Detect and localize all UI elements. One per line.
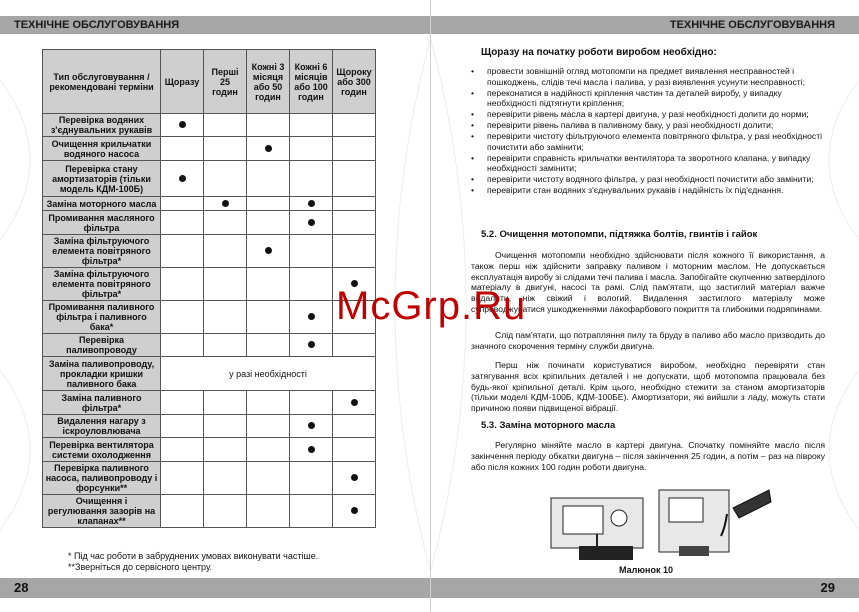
list-item: • перевірити рівень палива в паливному баку, у разі необхідності долити; — [471, 120, 823, 131]
list-item: • перевірити справність крильчатки вентилятора та зворотного клапана, у випадку необхідності замінити; — [471, 153, 823, 174]
table-cell — [247, 268, 290, 301]
table-cell — [333, 415, 376, 438]
table-cell — [333, 161, 376, 197]
oil-change-illustration — [549, 484, 775, 566]
table-cell — [204, 334, 247, 357]
schedule-dot-icon — [222, 200, 229, 207]
list-item: • переконатися в надійності кріплення частин та деталей виробу, у випадку необхідності підтягнути кріплення; — [471, 88, 823, 109]
table-cell — [204, 301, 247, 334]
table-cell — [290, 462, 333, 495]
table-cell — [204, 114, 247, 137]
table-cell — [204, 415, 247, 438]
table-cell — [247, 137, 290, 161]
table-cell — [161, 462, 204, 495]
table-cell — [290, 438, 333, 462]
table-cell — [204, 211, 247, 235]
table-header-col-1: Перші 25 годин — [204, 50, 247, 114]
table-cell — [247, 495, 290, 528]
table-cell — [161, 495, 204, 528]
table-row-span-note: у разі необхідності — [161, 357, 376, 391]
section-5-2-title: 5.2. Очищення мотопомпи, підтяжка болтів, гвинтів і гайок — [481, 229, 758, 240]
table-cell — [333, 462, 376, 495]
table-row-task: Промивання паливного фільтра і паливного бака* — [43, 301, 161, 334]
figure-caption: Малюнок 10 — [619, 565, 673, 575]
table-body — [43, 114, 376, 528]
table-header-col-4: Щороку або 300 годин — [333, 50, 376, 114]
table-row — [43, 438, 376, 462]
table-cell — [290, 114, 333, 137]
table-row — [43, 235, 376, 268]
table-cell — [161, 391, 204, 415]
section-5-3-paragraph: Регулярно міняйте масло в картері двигуна. Спочатку поміняйте масло після закінчення періоду обкатки двигуна – після закінчення 25 годин, а потім – раз на півроку або після кожних 100 годин роботи двигуна. — [471, 440, 825, 472]
table-cell — [290, 137, 333, 161]
table-cell — [204, 137, 247, 161]
table-row-task: Перевірка вентилятора системи охолодження — [43, 438, 161, 462]
schedule-dot-icon — [265, 247, 272, 254]
table-row-task: Очищення і регулювання зазорів на клапанах** — [43, 495, 161, 528]
right-header-band: ТЕХНІЧНЕ ОБСЛУГОВУВАННЯ — [431, 16, 859, 34]
table-row — [43, 391, 376, 415]
table-cell — [247, 391, 290, 415]
table-row — [43, 211, 376, 235]
table-cell — [333, 137, 376, 161]
schedule-dot-icon — [308, 422, 315, 429]
schedule-dot-icon — [179, 175, 186, 182]
table-cell — [204, 268, 247, 301]
table-row-task: Заміна паливопроводу, прокладки кришки паливного бака — [43, 357, 161, 391]
table-cell — [247, 415, 290, 438]
table-cell — [247, 334, 290, 357]
table-cell — [161, 301, 204, 334]
table-row — [43, 137, 376, 161]
table-cell — [290, 334, 333, 357]
table-row-task: Промивання масляного фільтра — [43, 211, 161, 235]
table-cell — [161, 197, 204, 211]
table-row-task: Очищення крильчатки водяного насоса — [43, 137, 161, 161]
table-cell — [161, 438, 204, 462]
table-row — [43, 268, 376, 301]
table-cell — [204, 197, 247, 211]
table-row-task: Перевірка стану амортизаторів (тільки модель КДМ-100Б) — [43, 161, 161, 197]
daily-check-list — [471, 66, 823, 196]
table-row — [43, 161, 376, 197]
right-page-number: 29 — [431, 578, 859, 598]
schedule-dot-icon — [179, 121, 186, 128]
table-row-task: Заміна фільтруючого елемента повітряного фільтра* — [43, 268, 161, 301]
table-cell — [333, 235, 376, 268]
list-item: • перевірити стан водяних з'єднувальних рукавів і надійність їх під'єднання. — [471, 185, 823, 196]
table-cell — [333, 391, 376, 415]
maintenance-schedule-table — [42, 49, 376, 528]
table-cell — [290, 235, 333, 268]
table-cell — [290, 495, 333, 528]
table-row — [43, 495, 376, 528]
daily-check-title: Щоразу на початку роботи виробом необхідно: — [481, 47, 717, 58]
table-cell — [247, 161, 290, 197]
table-row — [43, 415, 376, 438]
schedule-dot-icon — [308, 219, 315, 226]
table-cell — [333, 211, 376, 235]
section-5-2-paragraph-1: Очищення мотопомпи необхідно здійснювати після кожного її використання, а також перш ніж здійснити заправку паливом і моторним маслом. Не допускається експлуатація виробу зі слідами течі палива і масла. Запобігайте скупченню затверділого матеріалу в двигуні, насосі та рамі. Слід пам'ятати, що застиглий матеріал важче видалити, ніж свіжий і вологий. Видалення застиглого матеріалу може супроводжуватися ушкодженнями лакофарбового покриття та глибокими подряпинами. — [471, 250, 825, 314]
note-2: **Зверніться до сервісного центру. — [68, 562, 213, 572]
schedule-dot-icon — [351, 474, 358, 481]
schedule-dot-icon — [308, 446, 315, 453]
section-5-2-paragraph-2: Слід пам'ятати, що потрапляння пилу та бруду в паливо або масло призводить до значного скорочення терміну служби двигуна. — [471, 330, 825, 351]
left-page-number: 28 — [0, 578, 430, 598]
table-cell — [204, 495, 247, 528]
left-header-band: ТЕХНІЧНЕ ОБСЛУГОВУВАННЯ — [0, 16, 430, 34]
table-header-col-0: Щоразу — [161, 50, 204, 114]
schedule-dot-icon — [265, 145, 272, 152]
table-cell — [333, 495, 376, 528]
table-cell — [161, 268, 204, 301]
table-header-task: Тип обслуговування / рекомендовані терміни — [43, 50, 161, 114]
table-cell — [290, 161, 333, 197]
list-item: • провести зовнішній огляд мотопомпи на предмет виявлення несправностей і пошкоджень, слідів течі масла і палива, у разі виявлення усунути несправності; — [471, 66, 823, 87]
table-cell — [204, 161, 247, 197]
table-cell — [247, 462, 290, 495]
table-cell — [161, 114, 204, 137]
table-cell — [161, 235, 204, 268]
table-row-task: Перевірка водяних з'єднувальних рукавів — [43, 114, 161, 137]
table-row — [43, 462, 376, 495]
section-5-2-paragraph-3: Перш ніж починати користуватися виробом, необхідно перевіряти стан затягування всіх кріпильних деталей і не допускати, щоб мотопомпа працювала без будь-якої кріпильної деталі. Крім цього, необхідно стежити за станом амортизаторів (тільки моделі КДМ-100Б, КДМ-100БЕ). Амортизатори, які вийшли з ладу, можуть стати причиною появи підвищеної вібрації. — [471, 360, 825, 414]
table-cell — [333, 334, 376, 357]
table-cell — [333, 438, 376, 462]
table-row — [43, 114, 376, 137]
schedule-dot-icon — [308, 200, 315, 207]
table-row-task: Видалення нагару з іскроуловлювача — [43, 415, 161, 438]
table-row — [43, 197, 376, 211]
list-item: • перевірити рівень масла в картері двигуна, у разі необхідності долити до норми; — [471, 109, 823, 120]
table-cell — [247, 197, 290, 211]
table-cell — [161, 334, 204, 357]
table-cell — [161, 161, 204, 197]
list-item: • перевірити чистоту водяного фільтра, у разі необхідності почистити або замінити; — [471, 174, 823, 185]
table-row — [43, 301, 376, 334]
schedule-dot-icon — [308, 313, 315, 320]
table-cell — [204, 462, 247, 495]
table-cell — [204, 235, 247, 268]
engine-drain-drawing — [551, 498, 643, 560]
schedule-dot-icon — [351, 399, 358, 406]
table-cell — [161, 211, 204, 235]
table-cell — [204, 438, 247, 462]
table-row-task: Перевірка паливного насоса, паливопроводу і форсунки** — [43, 462, 161, 495]
table-cell — [333, 114, 376, 137]
table-header-col-2: Кожні 3 місяця або 50 годин — [247, 50, 290, 114]
table-cell — [290, 268, 333, 301]
table-row-task: Перевірка паливопроводу — [43, 334, 161, 357]
table-cell — [161, 137, 204, 161]
table-cell — [290, 301, 333, 334]
table-cell — [290, 391, 333, 415]
table-cell — [247, 301, 290, 334]
list-item: • перевірити чистоту фільтруючого елемента повітряного фільтра, у разі необхідності почистити або замінити; — [471, 131, 823, 152]
table-cell — [247, 235, 290, 268]
table-notes — [68, 551, 318, 573]
table-row-task: Заміна фільтруючого елемента повітряного фільтра* — [43, 235, 161, 268]
table-cell — [247, 438, 290, 462]
table-cell — [161, 415, 204, 438]
table-cell — [247, 211, 290, 235]
table-row-task: Заміна моторного масла — [43, 197, 161, 211]
table-row — [43, 357, 376, 391]
table-row — [43, 334, 376, 357]
table-header-col-3: Кожні 6 місяців або 100 годин — [290, 50, 333, 114]
schedule-dot-icon — [351, 507, 358, 514]
note-1: * Під час роботи в забруднених умовах виконувати частіше. — [68, 551, 319, 561]
oil-fill-drawing — [659, 490, 771, 556]
section-5-3-title: 5.3. Заміна моторного масла — [481, 420, 616, 431]
table-cell — [290, 197, 333, 211]
table-cell — [204, 391, 247, 415]
watermark-text: McGrp.Ru — [336, 284, 527, 328]
table-row-task: Заміна паливного фільтра* — [43, 391, 161, 415]
table-cell — [333, 197, 376, 211]
table-cell — [290, 415, 333, 438]
table-cell — [247, 114, 290, 137]
schedule-dot-icon — [308, 341, 315, 348]
table-cell — [290, 211, 333, 235]
